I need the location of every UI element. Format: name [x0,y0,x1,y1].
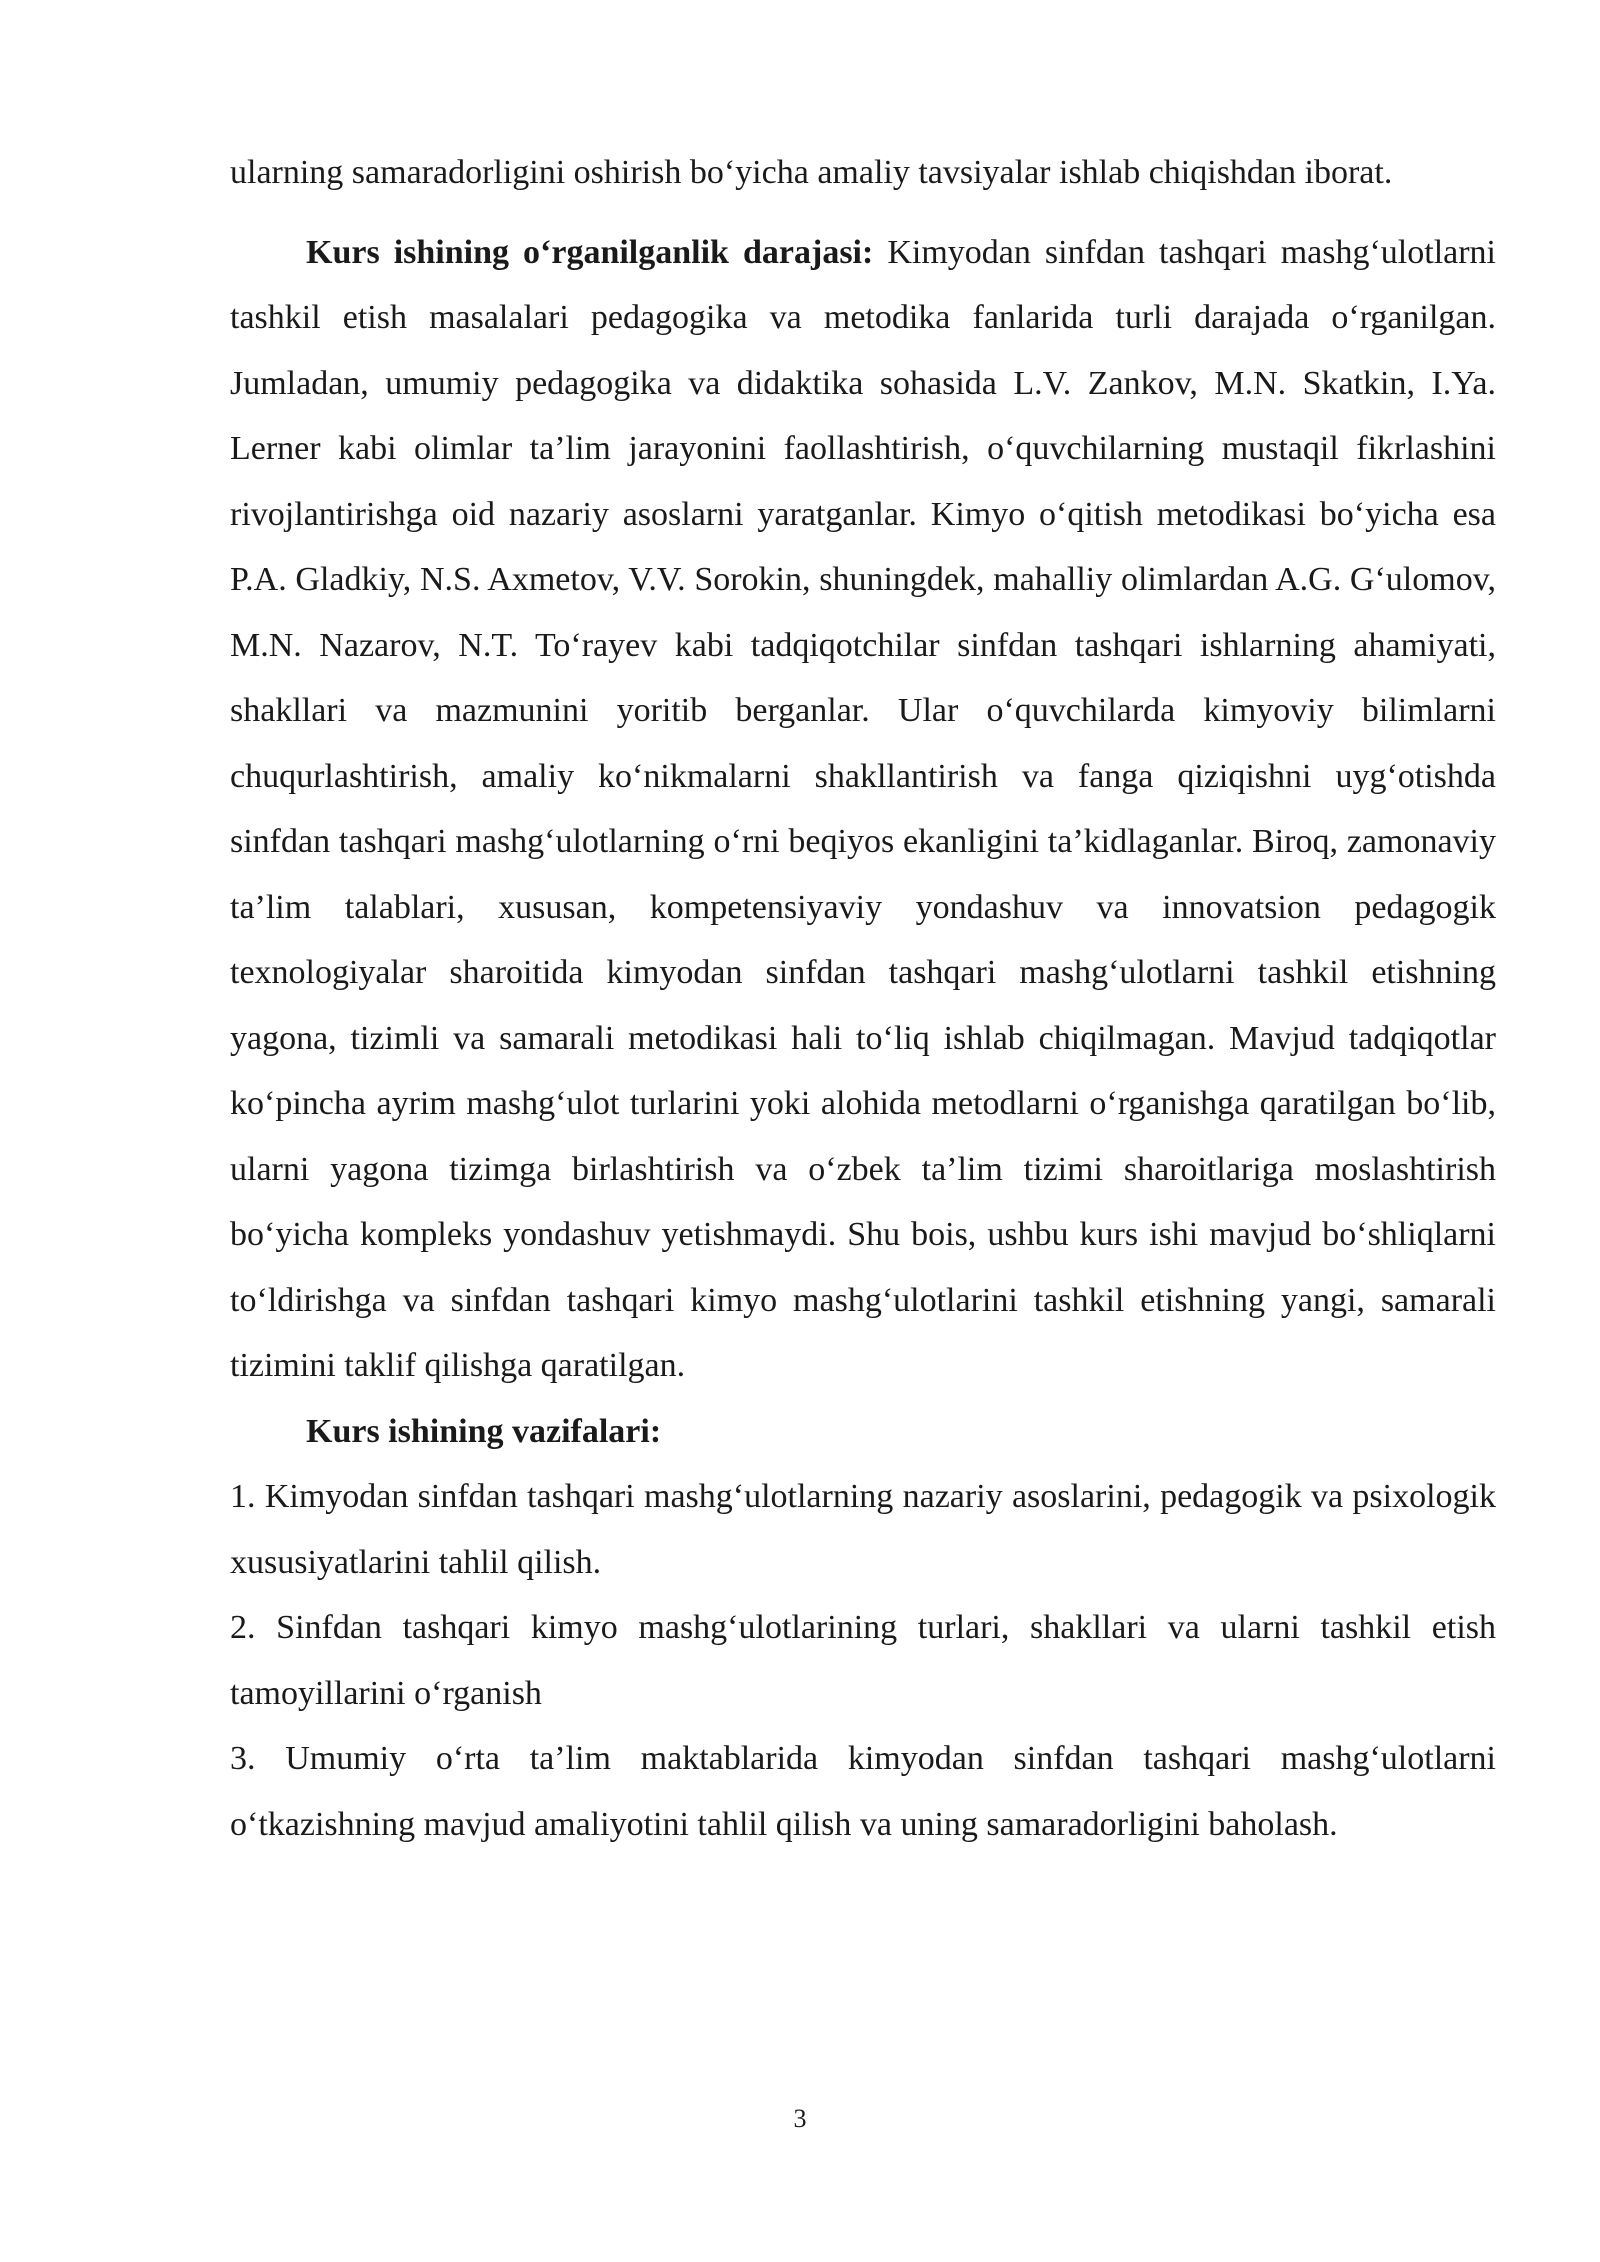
list-item: 2. Sinfdan tashqari kimyo mashg‘ulotlarining turlari, shakllari va ularni tashkil etish tamoyillarini o‘rganish [230,1609,1496,1712]
study-level-text: Kimyodan sinfdan tashqari mashg‘ulotlarni tashkil etish masalalari pedagogika va metodika fanlarida turli darajada o‘rganilgan. Jumladan, umumiy pedagogika va didaktika sohasida L.V. Zankov, M.N. Skatkin, I.Ya. Lerner kabi olimlar ta’lim jarayonini faollashtirish, o‘quvchilarning mustaqil fikrlashini rivojlantirishga oid nazariy asoslarni yaratganlar. Kimyo o‘qitish metodikasi bo‘yicha esa P.A. Gladkiy, N.S. Axmetov, V.V. Sorokin, shuningdek, mahalliy olimlardan A.G. G‘ulomov, M.N. Nazarov, N.T. To‘rayev kabi tadqiqotchilar sinfdan tashqari ishlarning ahamiyati, shakllari va mazmunini yoritib berganlar. Ular o‘quvchilarda kimyoviy bilimlarni chuqurlashtirish, amaliy ko‘nikmalarni shakllantirish va fanga qiziqishni uyg‘otishda sinfdan tashqari mashg‘ulotlarning o‘rni beqiyos ekanligini ta’kidlaganlar. Biroq, zamonaviy ta’lim talablari, xususan, kompetensiyaviy yondashuv va innovatsion pedagogik texnologiyalar sharoitida kimyodan sinfdan tashqari mashg‘ulotlarni tashkil etishning yagona, tizimli va samarali metodikasi hali to‘liq ishlab chiqilmagan. Mavjud tadqiqotlar ko‘pincha ayrim mashg‘ulot turlarini yoki alohida metodlarni o‘rganishga qaratilgan bo‘lib, ularni yagona tizimga birlashtirish va o‘zbek ta’lim tizimi sharoitlariga moslashtirish bo‘yicha kompleks yondashuv yetishmaydi. Shu bois, ushbu kurs ishi mavjud bo‘shliqlarni to‘ldirishga va sinfdan tashqari kimyo mashg‘ulotlarini tashkil etishning yangi, samarali tizimini taklif qilishga qaratilgan. [230,233,1496,1384]
list-item: 1. Kimyodan sinfdan tashqari mashg‘ulotlarning nazariy asoslarini, pedagogik va psixologik xususiyatlarini tahlil qilish. [230,1478,1496,1581]
study-level-paragraph [230,220,1496,1399]
intro-continuation-paragraph: ularning samaradorligini oshirish bo‘yicha amaliy tavsiyalar ishlab chiqishdan iborat. [230,154,1393,191]
tasks-list [230,1464,1496,1857]
page-body [230,140,1496,1857]
tasks-heading: Kurs ishining vazifalari: [306,1412,662,1450]
list-item: 3. Umumiy o‘rta ta’lim maktablarida kimyodan sinfdan tashqari mashg‘ulotlarni o‘tkazishning mavjud amaliyotini tahlil qilish va uning samaradorligini baholash. [230,1740,1496,1843]
study-level-heading: Kurs ishining o‘rganilganlik darajasi: [306,233,874,271]
page-number: 3 [793,2104,807,2133]
